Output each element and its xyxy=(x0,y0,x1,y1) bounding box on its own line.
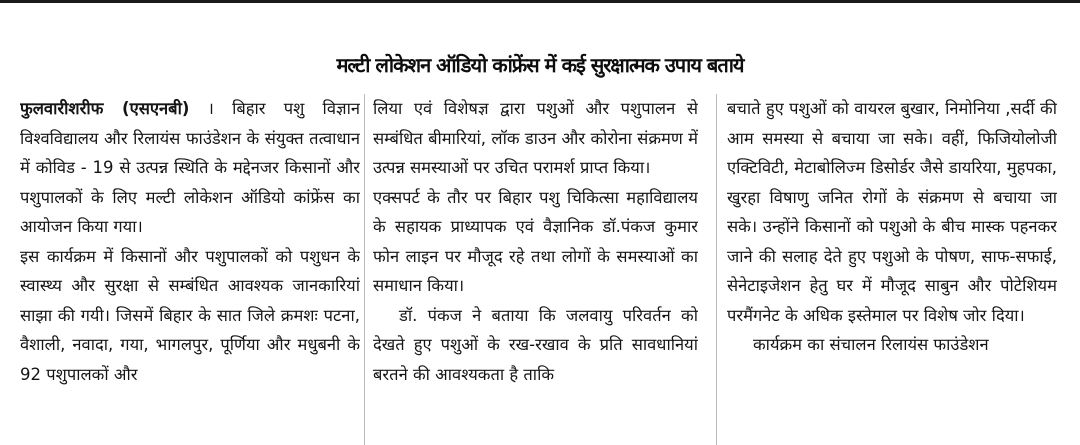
paragraph-1-text: । बिहार पशु विज्ञान विश्वविद्यालय और रिलायंस फाउंडेशन के संयुक्त तत्वाधान में कोविड - 19 से उत्पन्न स्थिति के मद्देनजर किसानों और पशुपालकों के लिए मल्टी लोकेशन ऑडियो कांफ्रेंस का आयोजन किया गया। xyxy=(20,99,360,236)
paragraph-1 xyxy=(20,94,360,242)
top-rule xyxy=(0,0,1080,3)
paragraph-6: बचाते हुए पशुओं को वायरल बुखार, निमोनिया ,सर्दी की आम समस्या से बचाया जा सके। वहीं, फिजियोलोजी एक्टिविटी, मेटाबोलिज्म डिसोर्डर जैसे डायरिया, मुहपका, खुरहा विषाणु जनित रोगों के संक्रमण से बचाया जा सके। उन्होंने किसानों को पशुओ के बीच मास्क पहनकर जाने की सलाह देते हुए पशुओ के पोषण, साफ-सफाई, सेनेटाइजेशन हेतु घर में मौजूद साबुन और पोटेशियम परमैंगनेट के अधिक इस्तेमाल पर विशेष जोर दिया। xyxy=(727,99,1057,325)
paragraph-3: लिया एवं विशेषज्ञ द्वारा पशुओं और पशुपालन से सम्बंधित बीमारियां, लॉक डाउन और कोरोना संक्रमण में उत्पन्न समस्याओं पर उचित परामर्श प्राप्त किया। xyxy=(373,99,698,177)
paragraph-5: डॉ. पंकज ने बताया कि जलवायु परिवर्तन को देखते हुए पशुओं के रख-रखाव के प्रति सावधानियां बरतने की आवश्यकता है ताकि xyxy=(373,305,698,384)
paragraph-4: एक्सपर्ट के तौर पर बिहार पशु चिकित्सा महाविद्यालय के सहायक प्राध्यापक एवं वैज्ञानिक डॉ.पंकज कुमार फोन लाइन पर मौजूद रहे तथा लोगों के समस्याओं का समाधान किया। xyxy=(373,187,698,295)
article-column-2 xyxy=(373,94,698,445)
paragraph-7: कार्यक्रम का संचालन रिलायंस फाउंडेशन xyxy=(753,335,989,354)
article-column-3 xyxy=(727,94,1057,445)
column-divider xyxy=(364,94,365,445)
paragraph-2: इस कार्यक्रम में किसानों और पशुपालकों को पशुधन के स्वास्थ्य और सुरक्षा से सम्बंधित आवश्यक जानकारियां साझा की गयी। जिसमें बिहार के सात जिले क्रमशः पटना, वैशाली, नवादा, गया, भागलपुर, पूर्णिया और मधुबनी के 92 पशुपालकों और xyxy=(20,246,360,384)
column-divider xyxy=(716,94,717,445)
article-headline: मल्टी लोकेशन ऑडियो कांफ्रेंस में कई सुरक्षात्मक उपाय बताये xyxy=(336,53,744,78)
dateline: फुलवारीशरीफ (एसएनबी) xyxy=(20,99,190,118)
article-column-1 xyxy=(20,94,360,445)
